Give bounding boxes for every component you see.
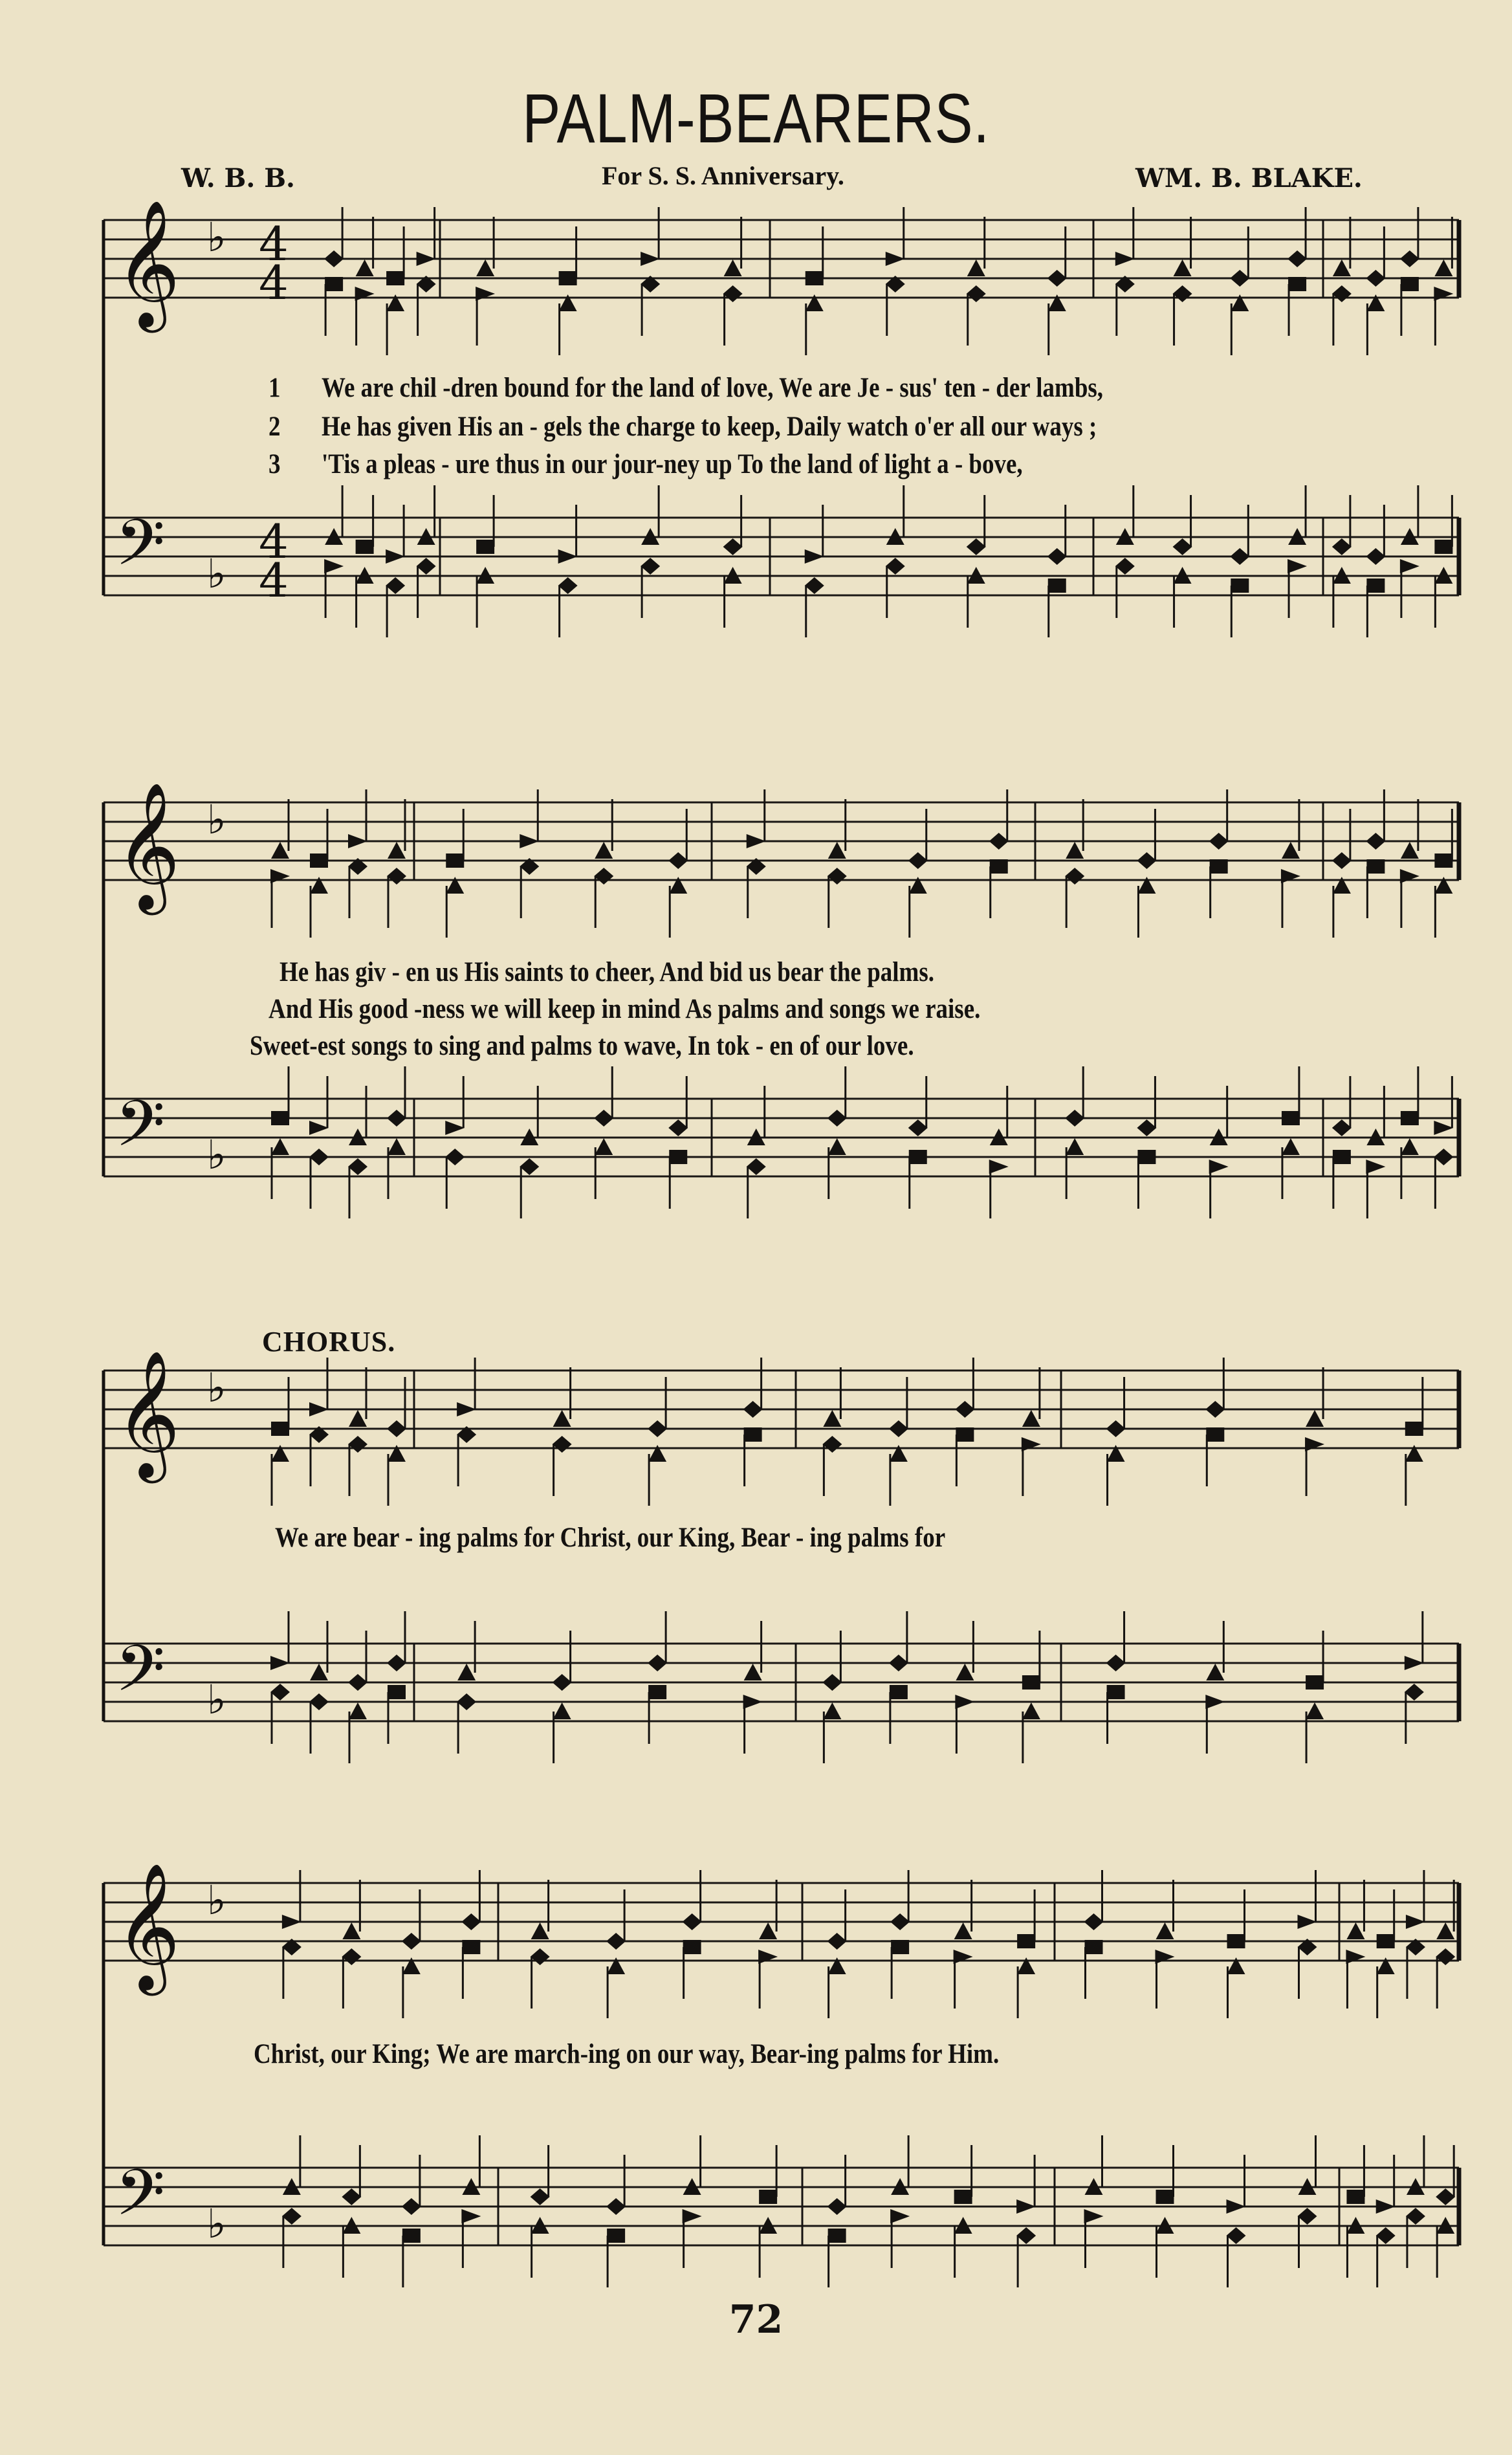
system-4-treble-alto-note: [891, 1940, 909, 1954]
system-2-treble-note: [668, 852, 688, 869]
system-2-treble-alto-note: [827, 868, 847, 885]
system-3-treble-note: [1306, 1410, 1324, 1427]
system-3-treble-note: [1405, 1422, 1423, 1436]
system-3-bass-tenor-note: [387, 1655, 406, 1671]
system-1-bass-tenor-note: [1434, 540, 1452, 554]
system-4-treble-note: [759, 1922, 777, 1939]
system-1-treble-note: [1366, 270, 1385, 287]
system-3-treble-clef: 𝄞: [115, 1350, 181, 1478]
system-2-treble-note: [1401, 842, 1419, 859]
system-2-bass-note: [669, 1150, 687, 1164]
system-4-treble-note: [1346, 1922, 1364, 1939]
system-3-treble-note: [1205, 1401, 1225, 1418]
system-1-bass-time-top: 4: [259, 514, 289, 569]
system-2-bass-note: [747, 1158, 766, 1175]
system-4-bass-note: [683, 2209, 702, 2223]
system-3-bass-tenor-note: [348, 1674, 367, 1691]
system-3-treble-alto-note: [1206, 1427, 1224, 1442]
system-2-treble-note: [1434, 853, 1452, 868]
system-3-treble-alto-note: [956, 1427, 974, 1442]
system-4-treble-note: [461, 1913, 481, 1930]
system-2-treble-alto-note: [1400, 869, 1419, 883]
system-4-treble-note: [1377, 1934, 1395, 1948]
system-1-bass-tenor-note: [1332, 538, 1352, 555]
system-2-bass-tenor-note: [1282, 1111, 1300, 1125]
system-3-bass-note: [1306, 1702, 1324, 1719]
verse-2-line-2: And His good -ness we will keep in mind As palms and songs we raise.: [268, 994, 981, 1024]
system-4-bass-note: [1298, 2208, 1317, 2225]
system-1-treble-note: [1400, 250, 1419, 267]
system-2-bass-note: [909, 1150, 927, 1164]
system-2-bass-note: [520, 1158, 539, 1175]
system-1-bass-note: [324, 559, 344, 573]
verse-3-line-1: 'Tis a pleas - ure thus in our jour-ney up To the land of light a - bove,: [322, 449, 1023, 479]
system-2-bass-note: [1401, 1138, 1419, 1155]
system-2-bass-note: [309, 1149, 329, 1165]
system-2-bass-note: [1282, 1138, 1300, 1155]
system-2-treble-note: [989, 833, 1009, 850]
system-2-treble-note: [1282, 842, 1300, 859]
system-4-treble-alto-note: [531, 1948, 550, 1965]
system-4-treble-alto-note: [1346, 1950, 1365, 1964]
system-3-bass-tenor-note: [1405, 1656, 1424, 1670]
system-4-treble-note: [890, 1913, 910, 1930]
system-3-treble-note: [271, 1422, 289, 1436]
page-number: 72: [729, 2297, 783, 2342]
system-3-treble-note: [648, 1420, 667, 1437]
system-1-treble-note: [559, 271, 577, 285]
system-1-bass-tenor-note: [1366, 548, 1385, 565]
system-4-bass-note: [282, 2208, 301, 2225]
system-1-treble-note: [1333, 259, 1351, 276]
system-3-treble-note: [349, 1410, 367, 1427]
system-3-treble-alto-note: [553, 1436, 572, 1453]
system-4-treble-note: [1156, 1922, 1174, 1939]
system-1-bass-tenor-note: [723, 538, 743, 555]
system-1-treble-note: [1287, 250, 1307, 267]
system-2-bass-tenor-note: [1401, 1111, 1419, 1125]
system-2-treble-alto-note: [1210, 859, 1228, 874]
system-1-treble-note: [324, 250, 344, 267]
system-1-treble-note: [1047, 270, 1067, 287]
system-2-treble-note: [348, 834, 367, 848]
system-1-treble-time-top: 4: [259, 217, 289, 271]
system-3-bass-note: [553, 1702, 571, 1719]
system-2-treble-alto-note: [1281, 869, 1300, 883]
system-3-bass-note: [1107, 1685, 1125, 1699]
system-1-bass-tenor-note: [1047, 548, 1067, 565]
system-1-bass-note: [1400, 559, 1419, 573]
system-3-bass-tenor-note: [1106, 1655, 1126, 1671]
system-2-treble-note: [828, 842, 846, 859]
system-4-bass-note: [402, 2229, 421, 2243]
system-3-treble-note: [955, 1401, 974, 1418]
system-1-treble-alto-note: [723, 285, 743, 302]
system-2-treble-note: [747, 834, 766, 848]
system-2-treble-note: [446, 853, 464, 868]
system-1-treble-note: [1115, 252, 1135, 266]
system-1-treble-note: [886, 252, 905, 266]
system-2-bass-note: [1066, 1138, 1084, 1155]
system-1-bass-note: [1048, 578, 1066, 593]
verse-2-number: 2: [268, 412, 281, 442]
system-3-bass-tenor-note: [744, 1664, 762, 1680]
system-3-treble-alto-note: [1022, 1437, 1041, 1451]
system-3-treble-note: [743, 1401, 763, 1418]
hymn-title: PALM-BEARERS.: [522, 79, 990, 157]
verse-2-line-1: He has given His an - gels the charge to keep, Daily watch o'er all our ways ;: [322, 412, 1097, 442]
system-4-treble-key-flat: ♭: [207, 1877, 226, 1924]
system-4-bass-note: [828, 2229, 846, 2243]
system-4-treble-note: [954, 1922, 972, 1939]
system-1-treble-alto-note: [355, 287, 375, 301]
verse-3-number: 3: [268, 449, 281, 479]
system-4-treble-clef: 𝄞: [115, 1862, 181, 1990]
system-3-bass-note: [648, 1685, 666, 1699]
system-2-bass-tenor-note: [908, 1119, 928, 1136]
system-4-treble-alto-note: [1436, 1948, 1455, 1965]
system-3-bass-note: [457, 1693, 476, 1710]
system-3-bass-note: [955, 1695, 974, 1709]
system-1-bass-note: [641, 558, 660, 575]
system-1-bass-tenor-note: [1230, 548, 1249, 565]
system-1-bass-tenor-note: [967, 538, 986, 555]
verse-3-line-2: Sweet-est songs to sing and palms to wave, In tok - en of our love.: [250, 1031, 914, 1061]
system-2-bass-tenor-note: [668, 1119, 688, 1136]
system-4-treble-note: [1084, 1913, 1104, 1930]
system-2-bass-note: [271, 1138, 289, 1155]
system-3-bass-tenor-note: [457, 1664, 476, 1680]
composer-credit: WM. B. BLAKE.: [1135, 163, 1363, 193]
system-4-treble-alto-note: [1156, 1950, 1175, 1964]
system-2-bass-tenor-note: [309, 1121, 329, 1135]
system-2-treble-alto-note: [594, 868, 613, 885]
system-2-bass-note: [388, 1138, 406, 1155]
system-2-bass-tenor-note: [445, 1121, 465, 1135]
system-4-treble-note: [402, 1933, 421, 1950]
system-2-treble-note: [310, 853, 328, 868]
system-2-treble-note: [1209, 833, 1229, 850]
system-1-bass-tenor-note: [356, 540, 374, 554]
system-3-treble-key-flat: ♭: [207, 1364, 226, 1411]
chorus-label: CHORUS.: [262, 1326, 396, 1358]
system-4-treble-note: [606, 1933, 626, 1950]
system-3-treble-note: [889, 1420, 908, 1437]
system-4-bass-tenor-note: [1227, 2199, 1246, 2214]
system-3-bass-tenor-note: [1022, 1675, 1040, 1690]
system-1-treble-note: [356, 259, 374, 276]
system-4-bass-key-flat: ♭: [207, 2200, 226, 2247]
system-4-bass-tenor-note: [954, 2190, 972, 2204]
system-1-treble-alto-note: [1401, 277, 1419, 291]
system-2-treble-clef: 𝄞: [115, 782, 181, 910]
system-3-bass-note: [823, 1702, 841, 1719]
system-1-bass-tenor-note: [386, 549, 405, 564]
chorus-line-2: Christ, our King; We are march-ing on our way, Bear-ing palms for Him.: [254, 2039, 1000, 2069]
system-2-treble-alto-note: [990, 859, 1008, 874]
system-1-bass-note: [805, 577, 824, 594]
system-1-treble-note: [417, 252, 436, 266]
system-3-bass-note: [1405, 1684, 1424, 1701]
system-1-bass-note: [1287, 559, 1307, 573]
system-3-bass-tenor-note: [270, 1656, 290, 1670]
system-1-treble-note: [967, 259, 985, 276]
system-4-bass-tenor-note: [342, 2188, 361, 2205]
system-1-bass-note: [886, 558, 905, 575]
system-4-bass-tenor-note: [531, 2188, 550, 2205]
system-1-treble-alto-note: [325, 277, 343, 291]
system-1-treble-alto-note: [1173, 285, 1192, 302]
system-2-bass-note: [595, 1138, 613, 1155]
system-1-treble-note: [1434, 259, 1452, 276]
system-4-treble-note: [282, 1915, 301, 1929]
system-3-bass-key-flat: ♭: [207, 1676, 226, 1723]
system-4-treble-note: [342, 1922, 360, 1939]
system-1-bass-note: [1231, 578, 1249, 593]
system-2-bass-note: [348, 1158, 367, 1175]
system-4-bass-note: [1406, 2208, 1425, 2225]
system-1-treble-clef: 𝄞: [115, 199, 181, 327]
system-1-treble-alto-note: [1332, 285, 1352, 302]
system-4-bass-tenor-note: [402, 2198, 421, 2215]
system-1-treble-alto-note: [476, 287, 495, 301]
system-3-treble-alto-note: [744, 1427, 762, 1442]
system-2-treble-note: [1066, 842, 1084, 859]
system-2-treble-note: [908, 852, 928, 869]
system-4-treble-alto-note: [758, 1950, 778, 1964]
system-3-treble-note: [553, 1410, 571, 1427]
system-2-bass-tenor-note: [1137, 1119, 1156, 1136]
system-3-bass-note: [1022, 1702, 1040, 1719]
system-3-treble-alto-note: [822, 1436, 842, 1453]
system-3-bass-note: [349, 1702, 367, 1719]
system-1-bass-note: [1115, 558, 1135, 575]
system-2-bass-tenor-note: [387, 1110, 406, 1127]
lyricist-credit: W. B. B.: [181, 163, 295, 193]
system-4-treble-note: [683, 1913, 702, 1930]
system-3-bass-tenor-note: [648, 1655, 667, 1671]
system-2-treble-note: [388, 842, 406, 859]
system-2-bass-note: [989, 1160, 1009, 1174]
system-4-bass-tenor-note: [1346, 2190, 1364, 2204]
hymn-subtitle: For S. S. Anniversary.: [602, 161, 844, 190]
system-2-treble-alto-note: [270, 869, 290, 883]
system-1-bass-tenor-note: [558, 549, 578, 564]
system-4-bass-note: [890, 2209, 910, 2223]
system-2-treble-note: [271, 842, 289, 859]
system-1-treble-alto-note: [1434, 287, 1453, 301]
system-2-treble-alto-note: [1065, 868, 1084, 885]
system-4-bass-note: [1016, 2227, 1036, 2244]
system-3-treble-note: [457, 1402, 476, 1416]
system-2-bass-clef: 𝄢: [115, 1087, 166, 1177]
system-2-bass-note: [1333, 1150, 1351, 1164]
system-4-treble-alto-note: [683, 1940, 701, 1954]
system-3-bass-tenor-note: [1306, 1675, 1324, 1690]
system-3-treble-alto-note: [1305, 1437, 1324, 1451]
system-2-bass-note: [1137, 1150, 1156, 1164]
system-3-treble-note: [1022, 1410, 1040, 1427]
system-4-treble-note: [827, 1933, 847, 1950]
system-4-bass-tenor-note: [827, 2198, 847, 2215]
system-2-treble-note: [1366, 833, 1385, 850]
system-4-treble-note: [1298, 1915, 1317, 1929]
system-1-treble-note: [724, 259, 742, 276]
system-1-bass-tenor-note: [805, 549, 824, 564]
system-3-treble-note: [823, 1410, 841, 1427]
system-4-bass-tenor-note: [1016, 2199, 1036, 2214]
system-4-treble-alto-note: [342, 1948, 361, 1965]
system-1-bass-time-bottom: 4: [259, 553, 289, 608]
system-4-bass-tenor-note: [1376, 2199, 1396, 2214]
system-3-bass-note: [309, 1693, 329, 1710]
system-3-bass-tenor-note: [822, 1674, 842, 1691]
system-2-treble-note: [1332, 852, 1352, 869]
system-1-treble-note: [641, 252, 660, 266]
system-4-bass-tenor-note: [1156, 2190, 1174, 2204]
system-1-bass-note: [558, 577, 578, 594]
system-3-treble-note: [309, 1402, 329, 1416]
system-1-bass-tenor-note: [1173, 538, 1192, 555]
system-4-treble-note: [1227, 1934, 1245, 1948]
system-3-bass-tenor-note: [310, 1664, 328, 1680]
system-2-treble-note: [595, 842, 613, 859]
system-4-treble-alto-note: [954, 1950, 973, 1964]
system-4-bass-tenor-note: [1436, 2188, 1455, 2205]
system-1-treble-time-bottom: 4: [259, 256, 289, 310]
system-3-treble-alto-note: [348, 1436, 367, 1453]
system-3-bass-note: [1205, 1695, 1225, 1709]
system-2-bass-note: [828, 1138, 846, 1155]
system-1-treble-note: [1230, 270, 1249, 287]
system-1-treble-note: [386, 271, 404, 285]
system-4-bass-note: [1376, 2227, 1396, 2244]
chorus-line-1: We are bear - ing palms for Christ, our King, Bear - ing palms for: [275, 1523, 946, 1553]
system-1-treble-note: [476, 259, 494, 276]
system-1-bass-note: [386, 577, 405, 594]
system-1-bass-note: [417, 558, 436, 575]
system-2-bass-tenor-note: [271, 1111, 289, 1125]
system-1-bass-note: [1366, 578, 1385, 593]
system-3-bass-tenor-note: [956, 1664, 974, 1680]
verse-1-number: 1: [268, 373, 281, 403]
system-4-treble-note: [1406, 1915, 1425, 1929]
system-2-bass-note: [1366, 1160, 1385, 1174]
system-1-bass-tenor-note: [476, 540, 494, 554]
system-2-bass-tenor-note: [1434, 1121, 1453, 1135]
system-4-treble-alto-note: [462, 1940, 480, 1954]
system-4-treble-note: [1436, 1922, 1454, 1939]
system-2-bass-tenor-note: [1332, 1119, 1352, 1136]
system-1-treble-alto-note: [967, 285, 986, 302]
system-4-bass-tenor-note: [606, 2198, 626, 2215]
system-2-treble-alto-note: [387, 868, 406, 885]
verse-1-line-1: We are chil -dren bound for the land of love, We are Je - sus' ten - der lambs,: [322, 373, 1104, 403]
system-2-bass-note: [1209, 1160, 1229, 1174]
system-2-bass-key-flat: ♭: [207, 1131, 226, 1178]
system-4-bass-note: [1084, 2209, 1104, 2223]
system-3-bass-tenor-note: [553, 1674, 572, 1691]
system-3-treble-note: [1106, 1420, 1126, 1437]
system-1-bass-key-flat: ♭: [207, 550, 226, 597]
system-1-treble-note: [805, 271, 824, 285]
system-4-bass-note: [607, 2229, 625, 2243]
system-3-bass-note: [743, 1695, 763, 1709]
system-1-bass-clef: 𝄢: [115, 506, 166, 596]
system-2-treble-note: [520, 834, 539, 848]
system-3-bass-tenor-note: [889, 1655, 908, 1671]
system-2-bass-note: [1434, 1149, 1453, 1165]
system-3-bass-clef: 𝄢: [115, 1632, 166, 1722]
verse-1-line-2: He has giv - en us His saints to cheer, And bid us bear the palms.: [279, 957, 934, 987]
system-4-treble-note: [531, 1922, 549, 1939]
system-2-bass-tenor-note: [1065, 1110, 1084, 1127]
system-3-treble-note: [387, 1420, 406, 1437]
system-3-bass-note: [890, 1685, 908, 1699]
system-2-bass-note: [445, 1149, 465, 1165]
system-3-bass-note: [270, 1684, 290, 1701]
system-1-treble-alto-note: [1288, 277, 1306, 291]
system-4-bass-note: [1227, 2227, 1246, 2244]
system-4-treble-note: [1017, 1934, 1035, 1948]
system-2-treble-key-flat: ♭: [207, 796, 226, 843]
system-4-bass-clef: 𝄢: [115, 2156, 166, 2246]
system-4-bass-tenor-note: [759, 2190, 777, 2204]
system-1-treble-note: [1174, 259, 1192, 276]
system-3-bass-tenor-note: [1206, 1664, 1224, 1680]
system-2-bass-tenor-note: [827, 1110, 847, 1127]
system-1-treble-key-flat: ♭: [207, 214, 226, 261]
system-3-bass-note: [388, 1685, 406, 1699]
system-2-treble-alto-note: [1366, 859, 1385, 874]
system-4-bass-note: [461, 2209, 481, 2223]
system-2-bass-tenor-note: [594, 1110, 613, 1127]
system-2-treble-note: [1137, 852, 1156, 869]
system-4-treble-alto-note: [1085, 1940, 1103, 1954]
